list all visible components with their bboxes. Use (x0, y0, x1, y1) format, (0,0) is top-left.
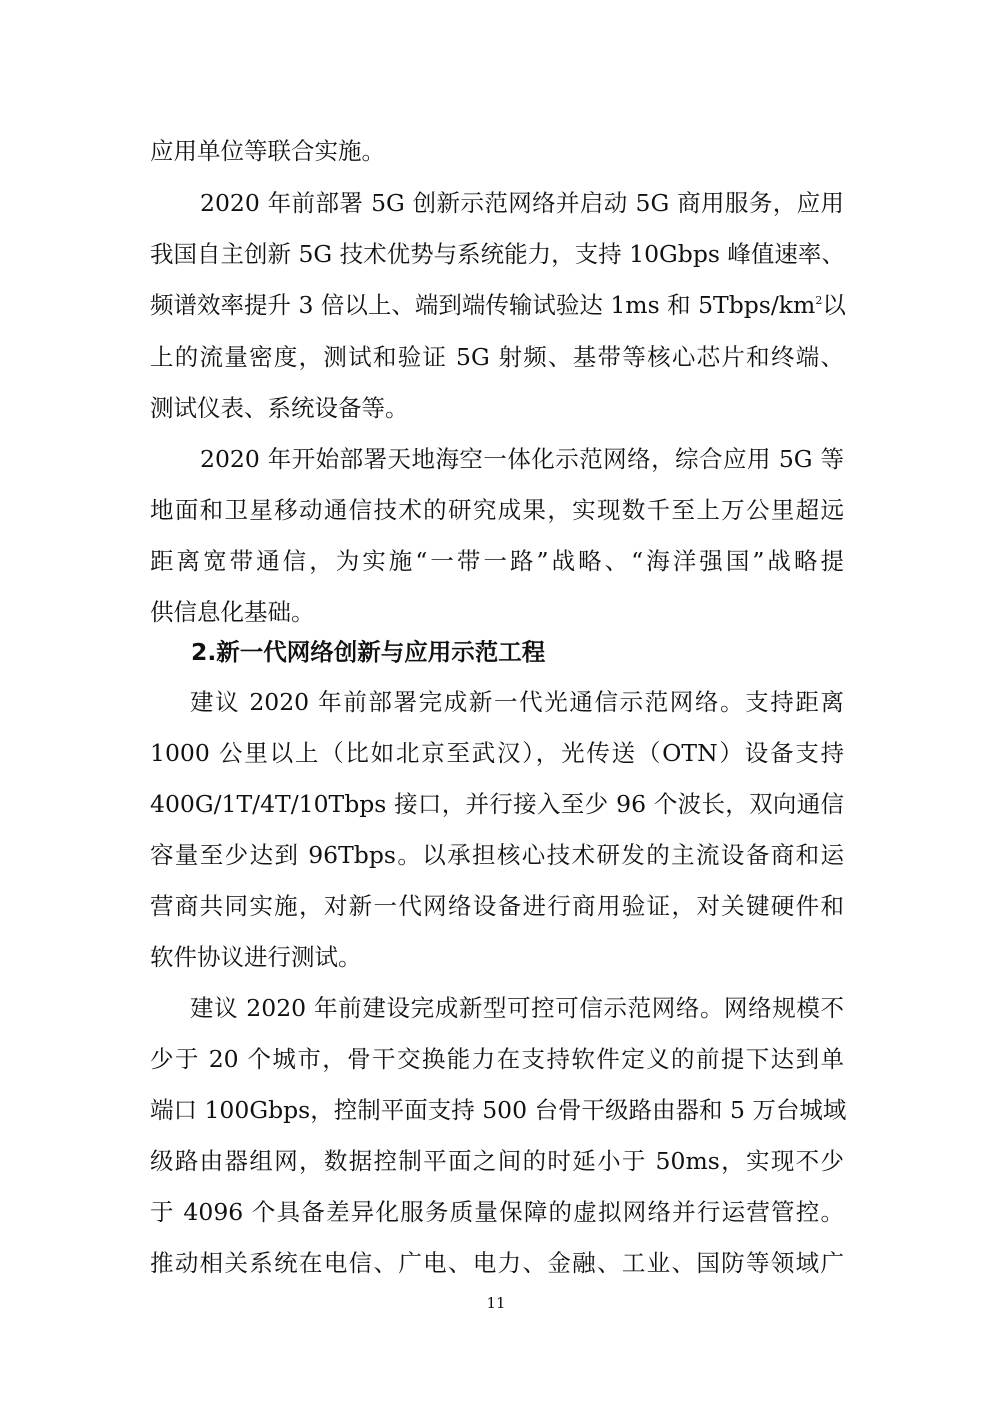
paragraph-line: 应用单位等联合实施。 (150, 137, 385, 165)
paragraph-line: 级路由器组网，数据控制平面之间的时延小于 50ms，实现不少 (150, 1147, 844, 1175)
paragraph-line: 距离宽带通信，为实施“一带一路”战略、“海洋强国”战略提 (150, 547, 844, 575)
paragraph-line: 少于 20 个城市，骨干交换能力在支持软件定义的前提下达到单 (150, 1045, 844, 1073)
paragraph-line: 2020 年前部署 5G 创新示范网络并启动 5G 商用服务，应用 (200, 189, 844, 217)
paragraph-line: 400G/1T/4T/10Tbps 接口，并行接入至少 96 个波长，双向通信 (150, 790, 844, 818)
paragraph-line: 推动相关系统在电信、广电、电力、金融、工业、国防等领域广 (150, 1249, 844, 1277)
paragraph-line: 软件协议进行测试。 (150, 943, 362, 971)
line-text: 频谱效率提升 3 倍以上、端到端传输试验达 1ms 和 5Tbps/km (150, 291, 816, 319)
paragraph-line: 于 4096 个具备差异化服务质量保障的虚拟网络并行运营管控。 (150, 1198, 844, 1226)
paragraph-line: 供信息化基础。 (150, 598, 315, 626)
paragraph-line: 我国自主创新 5G 技术优势与系统能力，支持 10Gbps 峰值速率、 (150, 240, 845, 268)
paragraph-line: 营商共同实施，对新一代网络设备进行商用验证，对关键硬件和 (150, 892, 844, 920)
paragraph-line: 1000 公里以上（比如北京至武汉），光传送（OTN）设备支持 (150, 739, 844, 767)
superscript: 2 (815, 294, 823, 307)
paragraph-line: 建议 2020 年前建设完成新型可控可信示范网络。网络规模不 (190, 994, 844, 1022)
paragraph-line (150, 290, 844, 320)
section-heading: 2.新一代网络创新与应用示范工程 (191, 638, 546, 666)
paragraph-line: 2020 年开始部署天地海空一体化示范网络，综合应用 5G 等 (200, 445, 844, 473)
paragraph-line: 测试仪表、系统设备等。 (150, 394, 409, 422)
paragraph-line: 地面和卫星移动通信技术的研究成果，实现数千至上万公里超远 (150, 496, 844, 524)
line-text: 以 (822, 291, 846, 319)
paragraph-line: 端口 100Gbps，控制平面支持 500 台骨干级路由器和 5 万台城域 (150, 1096, 847, 1124)
paragraph-line: 建议 2020 年前部署完成新一代光通信示范网络。支持距离 (190, 688, 844, 716)
paragraph-line: 上的流量密度，测试和验证 5G 射频、基带等核心芯片和终端、 (150, 343, 844, 371)
paragraph-line: 容量至少达到 96Tbps。以承担核心技术研发的主流设备商和运 (150, 841, 844, 869)
page-number: 11 (486, 1294, 506, 1312)
